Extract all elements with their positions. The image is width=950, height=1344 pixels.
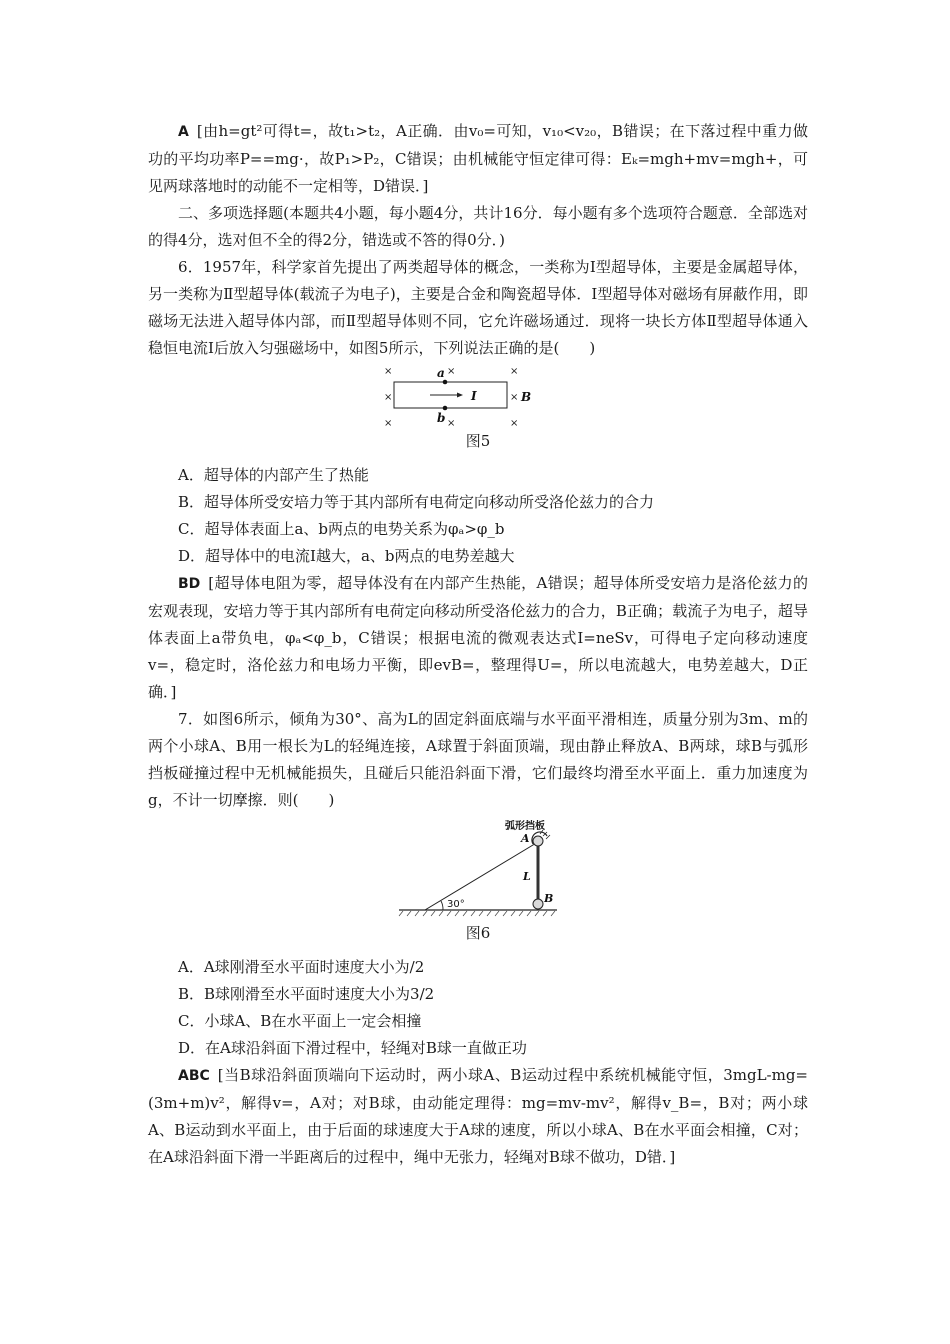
- figure-6-caption: 图6: [465, 924, 491, 942]
- field-cross: ×: [510, 392, 519, 403]
- q7-answer-text: [当B球沿斜面顶端向下运动时，两小球A、B运动过程中系统机械能守恒，3mgL-mg=(3m+m)v²，解得v=，A对；对B球，由动能定理得：mg=mv-mv²，解得v_B=，B对；两小球A、B运动到水平面上，由于后面的球速度大于A球的速度，所以小球A、B在水平面会相撞，C对；在A球沿斜面下滑一半距离后的过程中，绳中无张力，轻绳对B球不做功，D错．]: [148, 1066, 808, 1166]
- section-heading: 二、多项选择题(本题共4小题，每小题4分，共计16分．每小题有多个选项符合题意．全部选对的得4分，选对但不全的得2分，错选或不答的得0分．): [148, 204, 808, 249]
- q7-answer: [148, 1062, 808, 1171]
- q6-option-d: D．超导体中的电流I越大，a、b两点的电势差越大: [178, 547, 515, 565]
- q5-answer-text: [由h=gt²可得t=，故t₁>t₂，A正确．由v₀=可知，v₁₀<v₂₀，B错误；在下落过程中重力做功的平均功率P==mg·，故P₁>P₂，C错误；由机械能守恒定律可得：Eₖ=mgh+mv=mgh+，可见两球落地时的动能不一定相等，D错误．]: [148, 122, 808, 195]
- point-b: [443, 406, 448, 411]
- field-cross: ×: [447, 366, 456, 377]
- field-cross: ×: [384, 418, 393, 428]
- q6-option-a: A．超导体的内部产生了热能: [178, 466, 369, 484]
- ball-a: [533, 836, 543, 846]
- point-a: [443, 380, 448, 385]
- q6-answer-label: BD: [178, 576, 201, 592]
- ball-b: [533, 899, 543, 909]
- angle-label: 30°: [447, 899, 465, 910]
- q7-option-d: D．在A球沿斜面下滑过程中，轻绳对B球一直做正功: [178, 1039, 527, 1057]
- q5-answer: [148, 118, 808, 200]
- label-ball-b: B: [544, 892, 554, 905]
- q7-option-a: A．A球刚滑至水平面时速度大小为/2: [178, 958, 425, 976]
- label-ball-a: A: [521, 832, 530, 845]
- label-current: I: [471, 389, 477, 403]
- angle-arc: [441, 901, 443, 910]
- field-cross: ×: [510, 366, 519, 377]
- q6-option-b: B．超导体所受安培力等于其内部所有电荷定向移动所受洛伦兹力的合力: [178, 493, 655, 511]
- label-a: a: [437, 366, 445, 380]
- figure-5: [378, 362, 578, 428]
- incline: [425, 842, 538, 910]
- q6-stem: 6．1957年，科学家首先提出了两类超导体的概念，一类称为Ⅰ型超导体，主要是金属超导体，另一类称为Ⅱ型超导体(载流子为电子)，主要是合金和陶瓷超导体．Ⅰ型超导体对磁场有屏蔽作用，即磁场无法进入超导体内部，而Ⅱ型超导体则不同，它允许磁场通过．现将一块长方体Ⅱ型超导体通入稳恒电流I后放入匀强磁场中，如图5所示，下列说法正确的是( ): [148, 258, 808, 357]
- label-field: B: [521, 390, 532, 404]
- document-page: [148, 118, 808, 1171]
- q7-option-b: B．B球刚滑至水平面时速度大小为3/2: [178, 985, 435, 1003]
- q7-stem: 7．如图6所示，倾角为30°、高为L的固定斜面底端与水平面平滑相连，质量分别为3m、m的两个小球A、B用一根长为L的轻绳连接，A球置于斜面顶端，现由静止释放A、B两球，球B与弧形挡板碰撞过程中无机械能损失，且碰后只能沿斜面下滑，它们最终均滑至水平面上．重力加速度为g，不计一切摩擦．则( ): [148, 710, 808, 809]
- q6-answer: [148, 570, 808, 706]
- field-cross: ×: [447, 418, 456, 428]
- label-b: b: [437, 411, 446, 425]
- figure-6-title: 弧形挡板: [505, 821, 545, 832]
- figure-6: [397, 820, 559, 920]
- q7-option-c: C．小球A、B在水平面上一定会相撞: [178, 1012, 422, 1030]
- field-cross: ×: [384, 366, 393, 377]
- field-cross: ×: [384, 392, 393, 403]
- figure-5-caption: 图5: [465, 432, 491, 450]
- ground-hatch: [399, 911, 555, 916]
- current-arrowhead: [457, 393, 463, 398]
- label-length: L: [523, 870, 531, 883]
- q7-answer-label: ABC: [178, 1068, 210, 1084]
- q5-answer-label: A: [178, 124, 189, 140]
- field-cross: ×: [510, 418, 519, 428]
- q6-option-c: C．超导体表面上a、b两点的电势关系为φₐ>φ_b: [178, 520, 505, 538]
- q6-answer-text: [超导体电阻为零，超导体没有在内部产生热能，A错误；超导体所受安培力是洛伦兹力的宏观表现，安培力等于其内部所有电荷定向移动所受洛伦兹力的合力，B正确；载流子为电子，超导体表面上a带负电，φₐ<φ_b，C错误；根据电流的微观表达式I=neSv，可得电子定向移动速度v=，稳定时，洛伦兹力和电场力平衡，即evB=，整理得U=，所以电流越大，电势差越大，D正确．]: [148, 574, 808, 701]
